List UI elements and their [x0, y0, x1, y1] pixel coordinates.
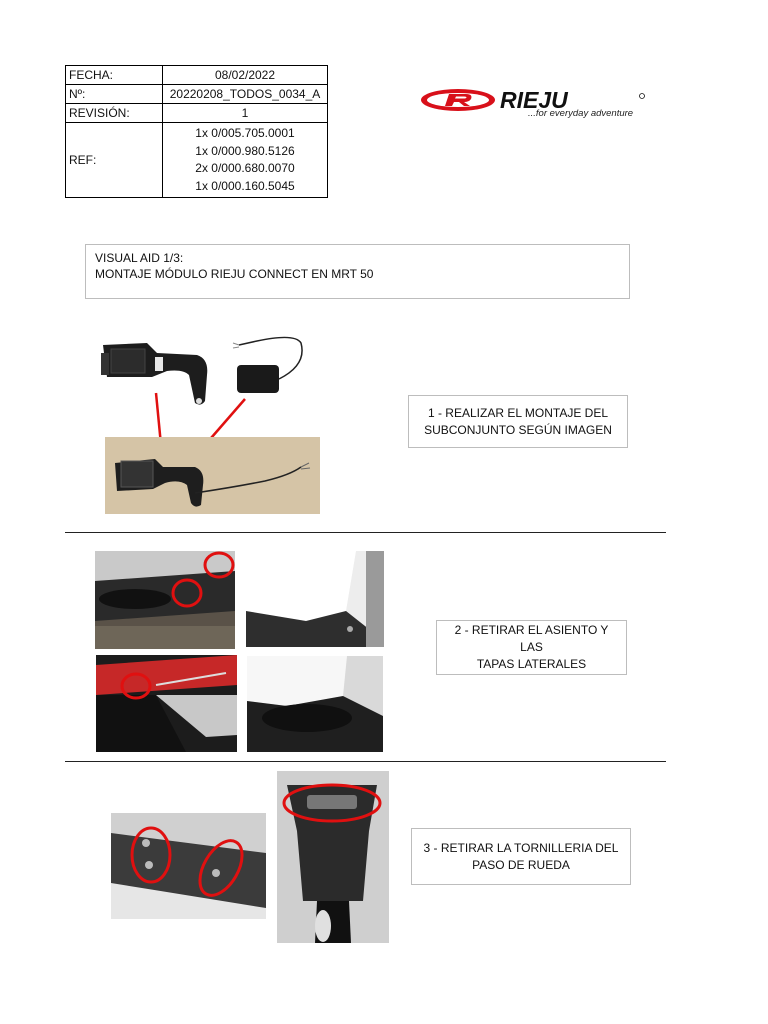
step-1-line-2: SUBCONJUNTO SEGÚN IMAGEN	[424, 422, 612, 437]
ref-item: 2x 0/000.680.0070	[195, 161, 295, 175]
step-3-box	[411, 828, 631, 885]
header-table	[65, 65, 328, 198]
step-2-photo-2	[246, 551, 384, 647]
ref-item: 1x 0/000.980.5126	[195, 143, 295, 158]
step-3-photo-2	[277, 771, 389, 943]
step-3-photo-1	[111, 813, 266, 919]
svg-text:RIEJU: RIEJU	[500, 87, 568, 113]
step-2-photo-4	[247, 656, 383, 752]
step-1-box	[408, 395, 628, 448]
step-2-photo-3	[96, 655, 237, 752]
revision-label: REVISIÓN:	[66, 104, 163, 123]
section-divider	[65, 532, 666, 533]
step-2-photo-1	[95, 551, 235, 649]
step-2-line-1: 2 - RETIRAR EL ASIENTO Y LAS	[454, 623, 609, 654]
section-divider	[65, 761, 666, 762]
numero-label: Nº:	[66, 85, 163, 104]
fecha-label: FECHA:	[66, 66, 163, 85]
ref-item: 1x 0/005.705.0001	[195, 126, 295, 140]
fecha-value: 08/02/2022	[163, 66, 328, 85]
assembled-module-photo	[105, 437, 320, 514]
step-1-line-1: 1 - REALIZAR EL MONTAJE DEL	[427, 405, 609, 420]
numero-value: 20220208_TODOS_0034_A	[163, 85, 328, 104]
step-2-box	[436, 620, 627, 675]
ref-item: 1x 0/000.160.5045	[195, 178, 295, 193]
visual-aid-title-box	[85, 244, 630, 299]
step-3-line-2: PASO DE RUEDA	[472, 857, 570, 872]
visual-aid-title: MONTAJE MÓDULO RIEJU CONNECT EN MRT 50	[95, 267, 374, 281]
ref-label: REF:	[66, 123, 163, 198]
step-3-line-1: 3 - RETIRAR LA TORNILLERIA DEL	[423, 840, 619, 855]
visual-aid-number: VISUAL AID 1/3:	[95, 251, 184, 265]
step-2-line-2: TAPAS LATERALES	[476, 657, 587, 671]
ref-list	[163, 123, 328, 198]
revision-value: 1	[163, 104, 328, 123]
logo-tagline: ...for everyday adventure	[528, 108, 634, 119]
